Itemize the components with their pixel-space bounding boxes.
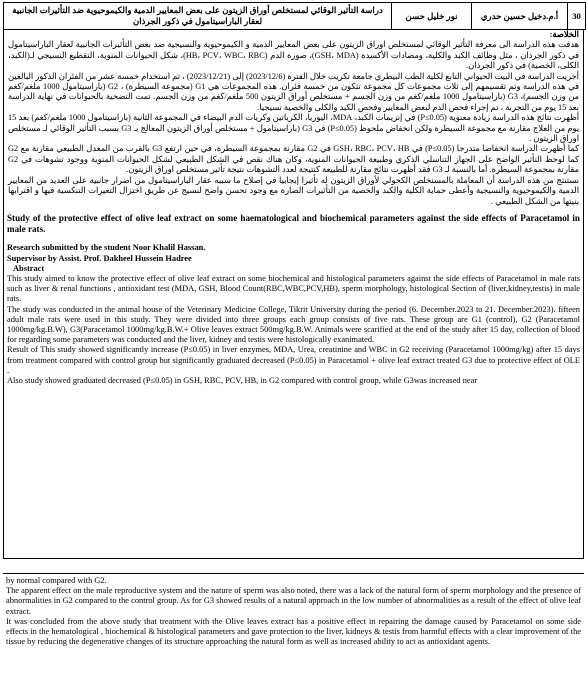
arabic-abstract-label: الخلاصة: <box>549 30 579 39</box>
abstract-box <box>3 29 584 559</box>
arabic-paragraph: أجريت الدراسة في البيت الحيواني التابع لكلية الطب البيطري جامعة تكريت خلال الفترة (2023/12/6) إلى (2023/12/21) ، تم استخدام خمسة عشر من الفئران الذكور البالغين في هذه الدراسة وتم تقسيمهم إلى ثلاث مجموعات كل مجموعة تتكون من خمسة فئران. هذه المجموعات هي G1 (مجموعة السيطرة) ، G2 (باراسيتامول 1000 ملغم/كغم من وزن الجسم)، G3 (باراسيتامول 1000 ملغم/كغم من وزن الجسم + مستخلص أوراق الزيتون 500 ملغم/كغم من وزن الجسم. تمت التضحية بالحيوانات في نهاية الدراسة بعد 15 يوم من التجربة ، تم إجراء فحص الدم لبعض المعايير وفحص الكبد والكلى والخصية نسيجيا. <box>8 71 579 112</box>
english-abstract <box>4 213 583 386</box>
research-title-ar: دراسة التأثير الوقائي لمستخلص أوراق الزيتون على بعض المعايير الدمية والكيموحيوية ضد التأثيرات الجانبية لعقار الباراسيتامول في ذكور الجرذان <box>12 5 383 26</box>
arabic-paragraph: كما أظهرت الدراسة انخفاضا متدرجا (P≤0.05) في GSH، RBC، PCV، HB في G2 مقارنة بمجموعة السيطرة، في حين ارتفع G3 بالقرب من المعدل الطبيعي مقارنة مع G2 كما لوحظ التأثير الواضح على الجهاز التناسلي الذكري وطبيعة الحيوانات المنوية، وكان هناك نقص في الشكل الطبيعي لشكل الحيوانات المنوية ووجود تشوهات في G2 مقارنة بمجموعة السيطرة. أما بالنسبة لـ G3 فقد أظهرت نتائج مقارنة للطبيعة كنتيجة لعدد التشوهات نتيجة تأثير مستخلص اوراق الزيتون. <box>8 144 580 175</box>
page-divider <box>3 573 584 574</box>
arabic-paragraph: هدفت هذه الدراسة الى معرفة التأثير الوقائي لمستخلص اوراق الزيتون على بعض المعايير الدمية و الكيموحيوية والنسيجية ضد بعض التأثيرات الجانبية لعقار الباراسيتامول في ذكور الجرذان ، مثل وظائف الكبد والكلية، ومضادات الأكسدة (GSH، MDA)، صورة الدم (HB، PCV، WBC، RBC)، شكل الحيوانات المنوية، التقطيع النسيجي لـ(الكبد، الكلى، الخصية) في ذكور الجرذان. <box>8 40 579 71</box>
english-paragraph: The study was conducted in the animal house of the Veterinary Medicine College, Tikrit University during the period (6. December.2023 to 21. December.2023). fifteen adult male rats were used in this study. They were divided into three groups each group consists of five rats. These group are G1 (control), G2 (Paracetamol 1000mg/kg.B.W), G3(Paracetamol 1000mg/kg.B.W.+ Olive leaves extract 500mg/kg.B.W. Animals were scarified at the end of the study after 15 day, collection of blood for regarding some parameters was conducted and the liver, kidney and testis were histologically exanimated. <box>7 304 580 345</box>
english-paragraph: The apparent effect on the male reproductive system and the nature of sperm was also noted, there was a lack of the natural form of sperm morphology and the presence of abnormalities in G2 compared to the control group. As for G3 showed results of a natural approach in the low number of abnormalities as a result of the effect of olive leaf extract. <box>6 586 581 616</box>
english-paragraph: Also study showed graduated decreased (P≤0.05) in GSH, RBC, PCV, HB, in G2 compared with control group, while G3was increased near <box>7 375 478 385</box>
abstract-label: Abstract <box>13 263 45 273</box>
english-paragraph: Result of This study showed significantly increase (P≤0.05) in liver enzymes, MDA, Urea, creatinine and WBC in G2 receiving (Paracetamol 1000mg/kg) after 15 days from treatment compared with control group but significantly graduated decreased (P≤0.05) in Paracetamol + olive leaf extract treated G3 due to protective effect of OLE . <box>7 345 580 375</box>
supervisor-by: Supervisor by Assist. Prof. Dakheel Hussein Hadree <box>7 253 192 263</box>
arabic-paragraph: أظهرت نتائج هذه الدراسة زيادة معنوية (P≤0.05) في إنزيمات الكبد، MDA، اليوريا، الكرياتين وكريات الدم البيضاء في المجموعة الثانية (باراسيتامول 1000 ملغم/كغم) بعد 15 يوم من العلاج مقارنة مع مجموعة السيطرة ولكن انخفاض ملحوظ (P≤0.05) في G3 (باراسيتامول + مستخلص أوراق الزيتون المعالج بـ G3 بسبب التأثير الوقائي لـ مستخلص اوراق الزيتون . <box>8 113 579 144</box>
entry-number: 30 <box>567 3 585 29</box>
submitted-by: Research submitted by the student Noor Khalil Hassan. <box>7 243 206 253</box>
student-name-ar: نور خليل حسن <box>391 3 471 29</box>
english-abstract-continued <box>3 576 584 647</box>
english-title: Study of the protective effect of olive leaf extract on some haematological and biochemical parameters against the side effects of Paracetamol in male rats. <box>7 212 580 235</box>
english-paragraph: It was concluded from the above study that treatment with the Olive leaves extract has a positive effect in repairing the damage caused by Paracetamol on some side effects in the hematological , biochemical & histological parameters and gave protection to the liver, kidneys & testis from harmful effects with a clear improvement of the tissue by reducing the degenerative changes of its structure approaching the natural form as well as increased ability to act as antioxidant agents. <box>6 616 581 647</box>
arabic-abstract <box>4 30 583 207</box>
supervisor-name-ar: أ.م.دخيل حسين حدري <box>471 3 567 29</box>
header-table <box>3 2 586 30</box>
english-paragraph: by normal compared with G2. <box>6 576 107 585</box>
english-paragraph: This study aimed to know the protective effect of olive leaf extract on some biochemical and histological parameters against the side effects of Paracetamol in male rats such as liver & renal functions , antioxidant test (MDA, GSH, Blood Count(RBC,WBC,PCV,HB), sperm morphology, histological Section of (liver,kidney,testis) in male rats. <box>7 273 580 304</box>
arabic-paragraph: نستنتج من هذه الدراسة أن المعاملة بالمستخلص الكحولي لأوراق الزيتون له تأثيرا إيجابيا في إصلاح ما سببه عقار الباراسيتامول من اضرار جانبية على العديد من المعايير الدمية والكيموحيوية والنسيجية وأعطى حماية الكلية والكبد والخصية من التأثيرات الضارة مع وجود تحسن واضح لنسيج عن طريق اختزال التغيرات التنكسية فيها و اقترابها بنيتها من الشكل الطبيعي . <box>8 175 579 206</box>
